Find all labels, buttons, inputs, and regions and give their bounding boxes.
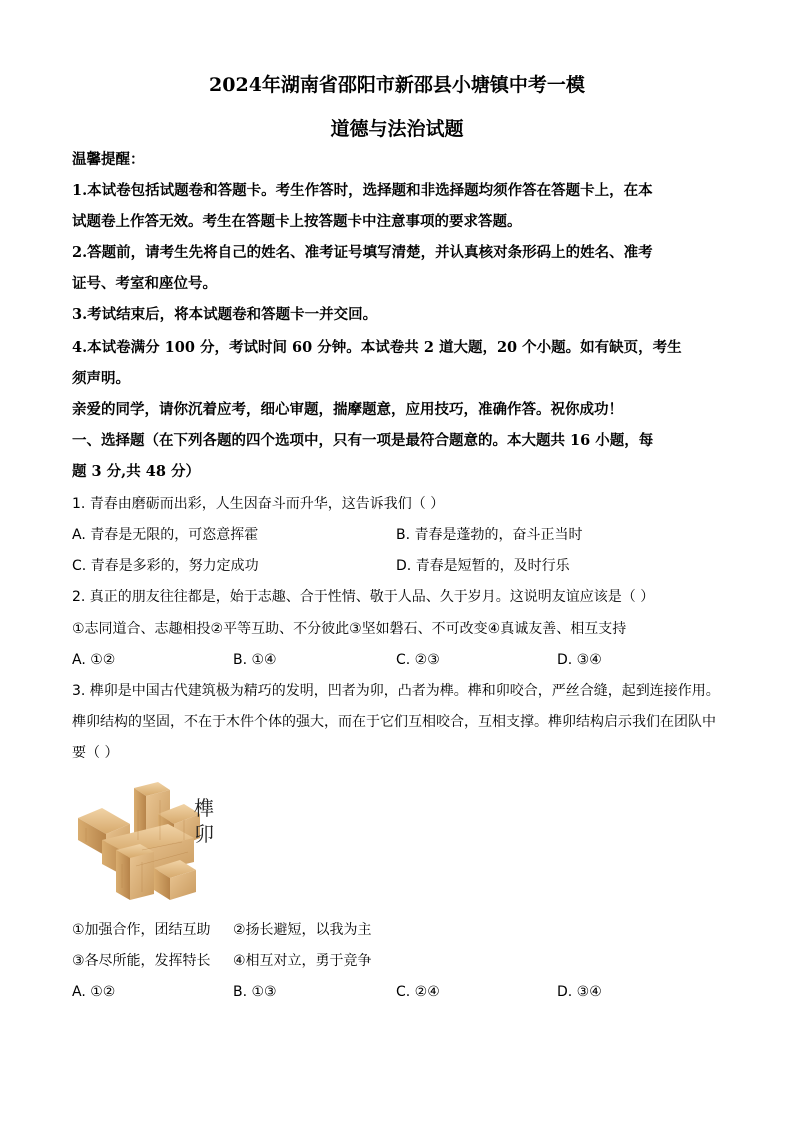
notice-line: 1.本试卷包括试题卷和答题卡。考生作答时，选择题和非选择题均须作答在答题卡上，在本 — [72, 182, 653, 199]
notice-line: 2.答题前，请考生先将自己的姓名、准考证号填写清楚，并认真核对条形码上的姓名、准考 — [72, 244, 653, 261]
question-3-statement-1: ①加强合作，团结互助 — [72, 922, 211, 938]
notice-line: 证号、考室和座位号。 — [72, 275, 217, 292]
question-1-stem: 1. 青春由磨砺而出彩，人生因奋斗而升华，这告诉我们（ ） — [72, 496, 445, 512]
notice-line: 4.本试卷满分 100 分，考试时间 60 分钟。本试卷共 2 道大题，20 个小题。如有缺页，考生 — [72, 339, 682, 356]
question-3-option-c[interactable]: C. ②④ — [396, 984, 440, 1000]
question-3-option-d[interactable]: D. ③④ — [557, 984, 602, 1000]
section-heading: 一、选择题（在下列各题的四个选项中，只有一项是最符合题意的。本大题共 16 小题，每 — [72, 432, 654, 449]
question-3-option-b[interactable]: B. ①③ — [233, 984, 277, 1000]
question-2-option-c[interactable]: C. ②③ — [396, 652, 440, 668]
question-3-stem-line: 要（ ） — [72, 745, 119, 761]
question-3-stem-line: 3. 榫卯是中国古代建筑极为精巧的发明，凹者为卯，凸者为榫。榫和卯咬合，严丝合缝，起到连接作用。 — [72, 683, 720, 699]
question-2-statements: ①志同道合、志趣相投②平等互助、不分彼此③坚如磐石、不可改变④真诚友善、相互支持 — [72, 621, 627, 637]
question-3-statement-2: ②扬长避短，以我为主 — [233, 922, 372, 938]
notice-line: 须声明。 — [72, 370, 130, 387]
question-2-option-d[interactable]: D. ③④ — [557, 652, 602, 668]
question-3-stem-line: 榫卯结构的坚固，不在于木件个体的强大，而在于它们互相咬合，互相支撑。榫卯结构启示我们在团队中 — [72, 714, 716, 730]
notice-heading: 温馨提醒： — [72, 151, 145, 168]
figure-label-sun: 榫 — [194, 796, 214, 820]
question-1-option-c[interactable]: C. 青春是多彩的，努力定成功 — [72, 558, 259, 574]
question-2-option-b[interactable]: B. ①④ — [233, 652, 277, 668]
question-1-option-b[interactable]: B. 青春是蓬勃的，奋斗正当时 — [396, 527, 583, 543]
question-3-option-a[interactable]: A. ①② — [72, 984, 116, 1000]
notice-line: 亲爱的同学，请你沉着应考，细心审题，揣摩题意，应用技巧，准确作答。祝你成功！ — [72, 401, 623, 418]
exam-title: 2024年湖南省邵阳市新邵县小塘镇中考一模 — [209, 74, 585, 96]
notice-line: 3.考试结束后，将本试题卷和答题卡一并交回。 — [72, 306, 378, 323]
section-heading: 题 3 分,共 48 分） — [72, 463, 201, 480]
question-3-statement-3: ③各尽所能，发挥特长 — [72, 953, 211, 969]
question-2-option-a[interactable]: A. ①② — [72, 652, 116, 668]
notice-line: 试题卷上作答无效。考生在答题卡上按答题卡中注意事项的要求答题。 — [72, 213, 522, 230]
question-2-stem: 2. 真正的朋友往往都是，始于志趣、合于性情、敬于人品、久于岁月。这说明友谊应该是（ ） — [72, 589, 655, 605]
question-3-statement-4: ④相互对立，勇于竞争 — [233, 953, 372, 969]
figure-label-mao: 卯 — [194, 822, 214, 846]
exam-subtitle: 道德与法治试题 — [330, 118, 464, 140]
question-1-option-d[interactable]: D. 青春是短暂的，及时行乐 — [396, 558, 570, 574]
question-1-option-a[interactable]: A. 青春是无限的，可恣意挥霍 — [72, 527, 259, 543]
